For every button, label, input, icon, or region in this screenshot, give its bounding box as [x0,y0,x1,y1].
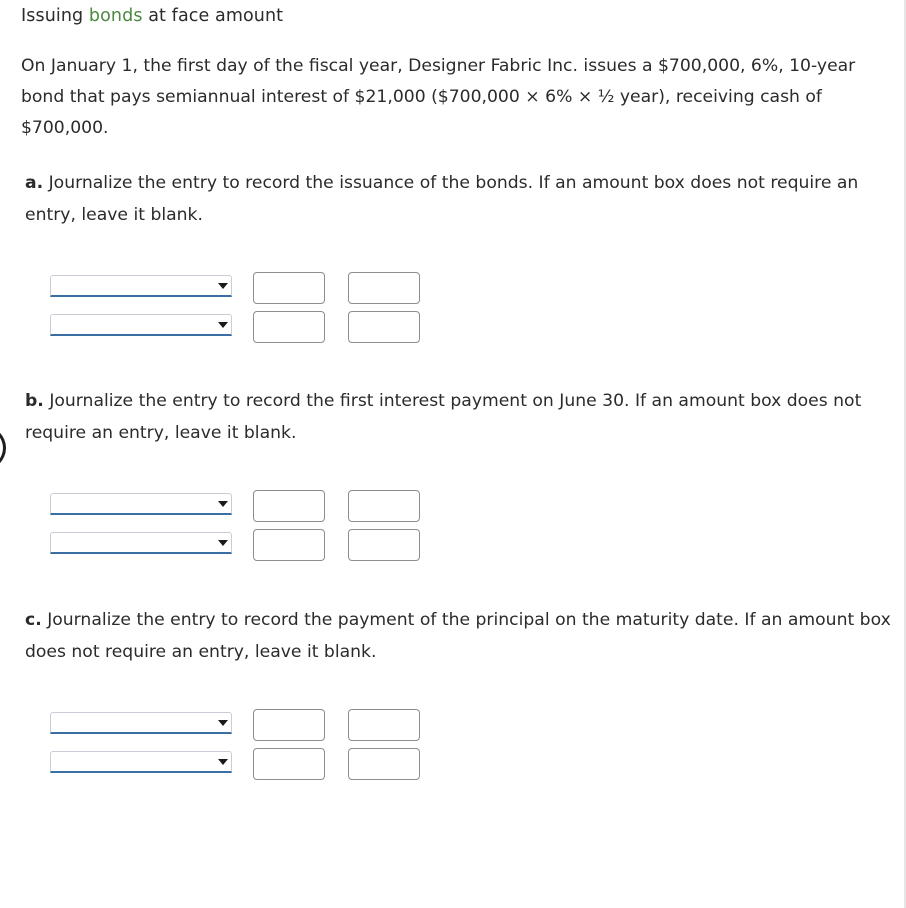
page-title [21,6,283,26]
dropdown-arrow-icon [218,759,228,765]
dropdown-arrow-icon [218,283,228,289]
part-b-row-2-credit-input[interactable] [348,529,420,561]
title-suffix: at face amount [148,6,284,26]
part-b-row-2-account-select[interactable] [50,532,232,554]
part-a-row-1-debit-input[interactable] [253,272,325,304]
dropdown-arrow-icon [218,720,228,726]
part-a-row-1-credit-input[interactable] [348,272,420,304]
question-a [25,168,895,231]
part-b-row-2-debit-input[interactable] [253,529,325,561]
part-a-row-2-credit-input[interactable] [348,311,420,343]
question-b-letter: b. [25,391,44,411]
side-panel-handle [0,426,6,470]
part-c-row-2-debit-input[interactable] [253,748,325,780]
question-a-text: Journalize the entry to record the issuance of the bonds. If an amount box does not require an entry, leave it blank. [25,173,859,225]
question-a-letter: a. [25,173,44,193]
part-b-row-1-debit-input[interactable] [253,490,325,522]
dropdown-arrow-icon [218,540,228,546]
part-b-row-1-credit-input[interactable] [348,490,420,522]
part-a-row-2-account-select[interactable] [50,314,232,336]
part-b-row-1-account-select[interactable] [50,493,232,515]
bonds-glossary-link[interactable]: bonds [88,6,143,26]
dropdown-arrow-icon [218,501,228,507]
part-c-row-1-debit-input[interactable] [253,709,325,741]
question-c-text: Journalize the entry to record the payment of the principal on the maturity date. If an amount box does not require an entry, leave it blank. [25,610,891,662]
question-c [25,605,895,668]
dropdown-arrow-icon [218,322,228,328]
part-c-row-2-account-select[interactable] [50,751,232,773]
question-b [25,386,895,449]
part-c-row-2-credit-input[interactable] [348,748,420,780]
question-b-text: Journalize the entry to record the first interest payment on June 30. If an amount box does not require an entry, leave it blank. [25,391,862,443]
part-a-row-1-account-select[interactable] [50,275,232,297]
problem-intro: On January 1, the first day of the fiscal year, Designer Fabric Inc. issues a $700,000, 6%, 10-year bond that pays semiannual interest of $21,000 ($700,000 × 6% × ½ year), receiving cash of $700,000. [21,56,856,138]
part-c-row-1-credit-input[interactable] [348,709,420,741]
question-c-letter: c. [25,610,42,630]
part-c-row-1-account-select[interactable] [50,712,232,734]
part-a-row-2-debit-input[interactable] [253,311,325,343]
title-prefix: Issuing [21,6,84,26]
